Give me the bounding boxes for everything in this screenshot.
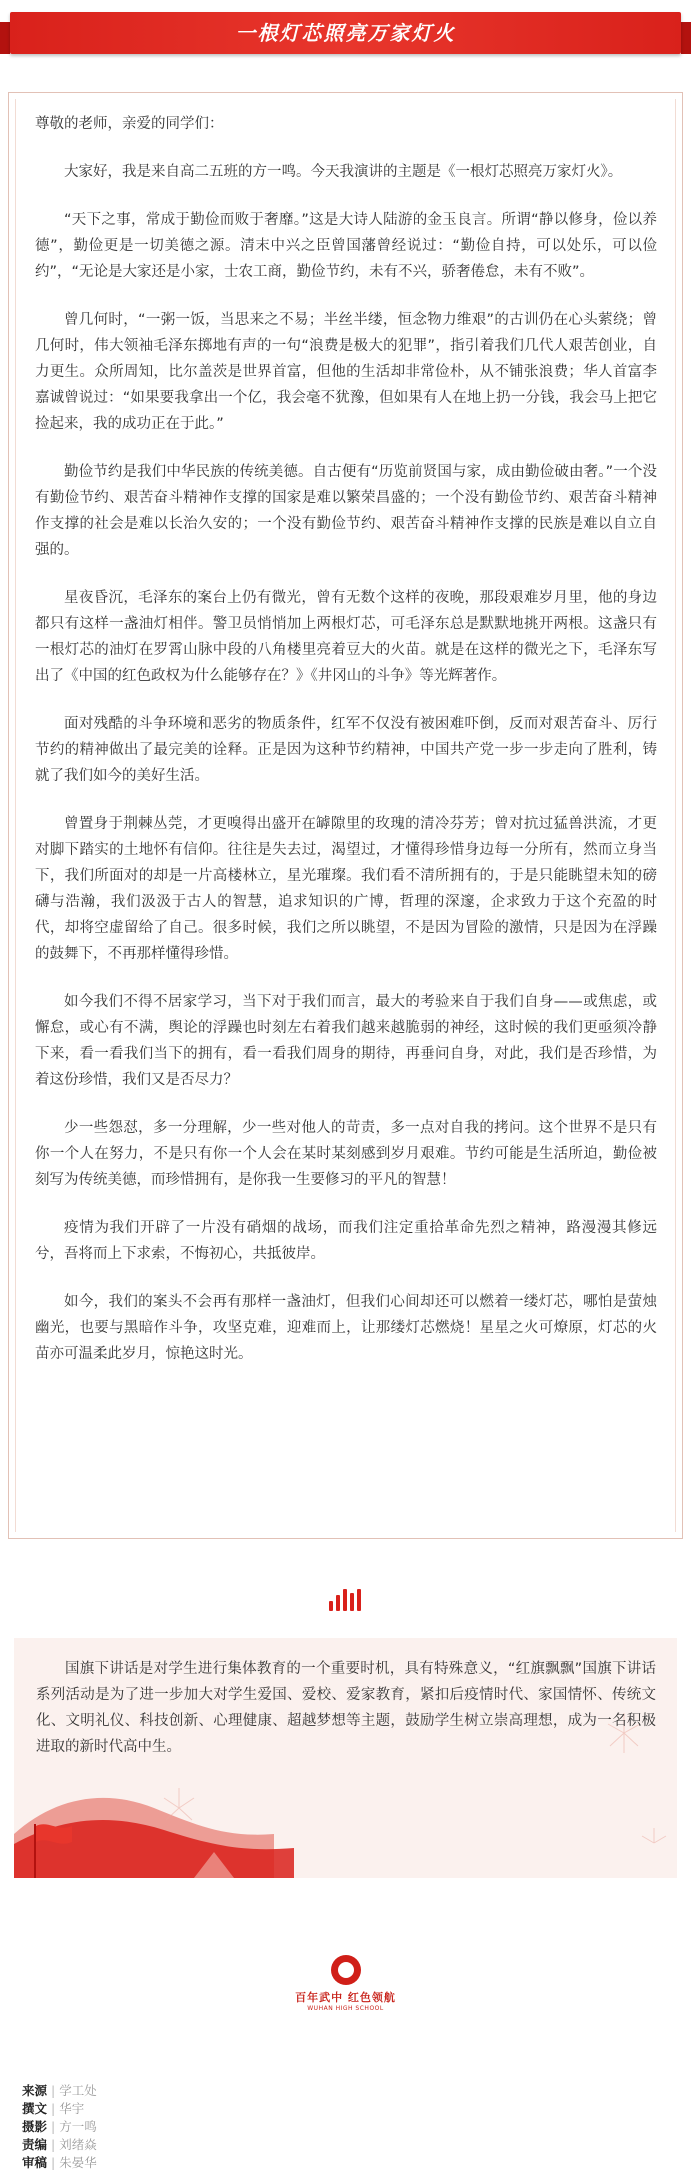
credit-separator: | <box>51 2137 56 2152</box>
speech-paragraph: 勤俭节约是我们中华民族的传统美德。自古便有“历览前贤国与家，成由勤俭破由奢。”一个没有勤俭节约、艰苦奋斗精神作支撑的国家是难以繁荣昌盛的；一个没有勤俭节约、艰苦奋斗精神作支撑的社会是难以长治久安的；一个没有勤俭节约、艰苦奋斗精神作支撑的民族是难以自立自强的。 <box>35 464 657 558</box>
credit-value: 刘绪焱 <box>59 2137 97 2152</box>
credit-row <box>22 2118 97 2136</box>
speech-paragraph: 大家好，我是来自高二五班的方一鸣。今天我演讲的主题是《一根灯芯照亮万家灯火》。 <box>64 164 623 180</box>
credit-row <box>22 2136 97 2154</box>
speech-paragraph: 如今，我们的案头不会再有那样一盏油灯，但我们心间却还可以燃着一缕灯芯，哪怕是萤烛幽光，也要与黑暗作斗争，攻坚克难，迎难而上，让那缕灯芯燃烧！星星之火可燎原，灯芯的火苗亦可温柔此岁月，惊艳这时光。 <box>35 1294 657 1362</box>
divider-bars-icon <box>329 1589 364 1611</box>
credit-value: 方一鸣 <box>59 2119 97 2134</box>
page-title: 一根灯芯照亮万家灯火 <box>235 21 456 45</box>
speech-card <box>8 92 683 1539</box>
speech-paragraph: 疫情为我们开辟了一片没有硝烟的战场，而我们注定重拾革命先烈之精神，路漫漫其修远兮，吾将而上下求索，不悔初心，共抵彼岸。 <box>35 1220 657 1262</box>
speech-paragraph: 少一些怨怼，多一分理解，少一些对他人的苛责，多一点对自我的拷问。这个世界不是只有你一个人在努力，不是只有你一个人会在某时某刻感到岁月艰难。节约可能是生活所迫，勤俭被刻写为传统美德，而珍惜拥有，是你我一生要修习的平凡的智慧！ <box>35 1120 657 1188</box>
speech-body <box>35 111 657 1389</box>
banner-ribbon <box>10 12 681 54</box>
speech-paragraph: “天下之事，常成于勤俭而败于奢靡。”这是大诗人陆游的金玉良言。所谓“静以修身，俭以养德”，勤俭更是一切美德之源。清末中兴之臣曾国藩曾经说过：“勤俭自持，可以处乐，可以俭约”，“无论是大家还是小家，士农工商，勤俭节约，未有不兴，骄奢倦怠，未有不败”。 <box>35 212 657 280</box>
speech-paragraph: 星夜昏沉，毛泽东的案台上仍有微光，曾有无数个这样的夜晚，那段艰难岁月里，他的身边都只有这样一盏油灯相伴。警卫员悄悄加上两根灯芯，可毛泽东总是默默地挑开两根。这盏只有一根灯芯的油灯在罗霄山脉中段的八角楼里亮着豆大的火苗。就是在这样的微光之下，毛泽东写出了《中国的红色政权为什么能够存在？》《井冈山的斗争》等光辉著作。 <box>35 590 657 684</box>
credit-label: 摄影 <box>22 2119 48 2134</box>
credit-label: 来源 <box>22 2083 48 2098</box>
credit-row <box>22 2082 97 2100</box>
school-emblem-icon <box>331 1955 361 1985</box>
intro-text: 国旗下讲话是对学生进行集体教育的一个重要时机，具有特殊意义，“红旗飘飘”国旗下讲话系列活动是为了进一步加大对学生爱国、爱校、爱家教育，紧扣后疫情时代、家国情怀、传统文化、文明礼仪、科技创新、心理健康、超越梦想等主题，鼓励学生树立崇高理想，成为一名积极进取的新时代高中生。 <box>36 1661 656 1755</box>
school-logo-block <box>0 1955 691 2035</box>
speech-paragraph: 面对残酷的斗争环境和恶劣的物质条件，红军不仅没有被困难吓倒，反而对艰苦奋斗、厉行节约的精神做出了最完美的诠释。正是因为这种节约精神，中国共产党一步一步走向了胜利，铸就了我们如今的美好生活。 <box>35 716 657 784</box>
logo-school-name: WUHAN HIGH SCHOOL <box>307 2005 384 2012</box>
credit-value: 华宇 <box>59 2101 85 2116</box>
credit-separator: | <box>51 2101 56 2116</box>
credit-separator: | <box>51 2119 56 2134</box>
credit-label: 责编 <box>22 2137 48 2152</box>
speech-salutation: 尊敬的老师，亲爱的同学们： <box>35 116 224 132</box>
credit-value: 学工处 <box>59 2083 97 2098</box>
credits-list <box>22 2082 97 2172</box>
credit-label: 审稿 <box>22 2155 48 2170</box>
credit-separator: | <box>51 2155 56 2170</box>
section-divider <box>0 1585 691 1615</box>
credit-row <box>22 2100 97 2118</box>
credit-row <box>22 2154 97 2172</box>
credit-separator: | <box>51 2083 56 2098</box>
logo-slogan: 百年武中 红色领航 <box>295 1991 396 2004</box>
speech-paragraph: 曾几何时，“一粥一饭，当思来之不易；半丝半缕，恒念物力维艰”的古训仍在心头萦绕；曾几何时，伟大领袖毛泽东掷地有声的一句“浪费是极大的犯罪”，指引着我们几代人艰苦创业，自力更生。众所周知，比尔盖茨是世界首富，但他的生活却非常俭朴，从不铺张浪费；华人首富李嘉诚曾说过：“如果要我拿出一个亿，我会毫不犹豫，但如果有人在地上扔一分钱，我会马上把它捡起来，我的成功正在于此。” <box>35 312 657 432</box>
speech-paragraph: 曾置身于荆棘丛莞，才更嗅得出盛开在罅隙里的玫瑰的清冷芬芳；曾对抗过猛兽洪流，才更对脚下踏实的土地怀有信仰。往往是失去过，渴望过，才懂得珍惜身边每一分所有，然而立身当下，我们所面对的却是一片高楼林立，星光璀璨。我们看不清所拥有的，于是只能眺望未知的磅礴与浩瀚，我们汲汲于古人的智慧，追求知识的广博，哲理的深邃，企求致力于这个充盈的时代，却将空虚留给了自己。很多时候，我们之所以眺望，不是因为冒险的激情，只是因为在浮躁的鼓舞下，不再那样懂得珍惜。 <box>35 816 657 962</box>
credit-label: 撰文 <box>22 2101 48 2116</box>
title-banner <box>0 0 691 70</box>
intro-box <box>14 1638 677 1878</box>
credit-value: 朱晏华 <box>59 2155 97 2170</box>
banner-fold-right <box>681 22 691 54</box>
speech-paragraph: 如今我们不得不居家学习，当下对于我们而言，最大的考验来自于我们自身——或焦虑，或懈怠，或心有不满，舆论的浮躁也时刻左右着我们越来越脆弱的神经，这时候的我们更亟须冷静下来，看一看我们当下的拥有，看一看我们周身的期待，再垂问自身，对此，我们是否珍惜，为着这份珍惜，我们又是否尽力？ <box>35 994 657 1088</box>
banner-fold-left <box>0 22 10 54</box>
